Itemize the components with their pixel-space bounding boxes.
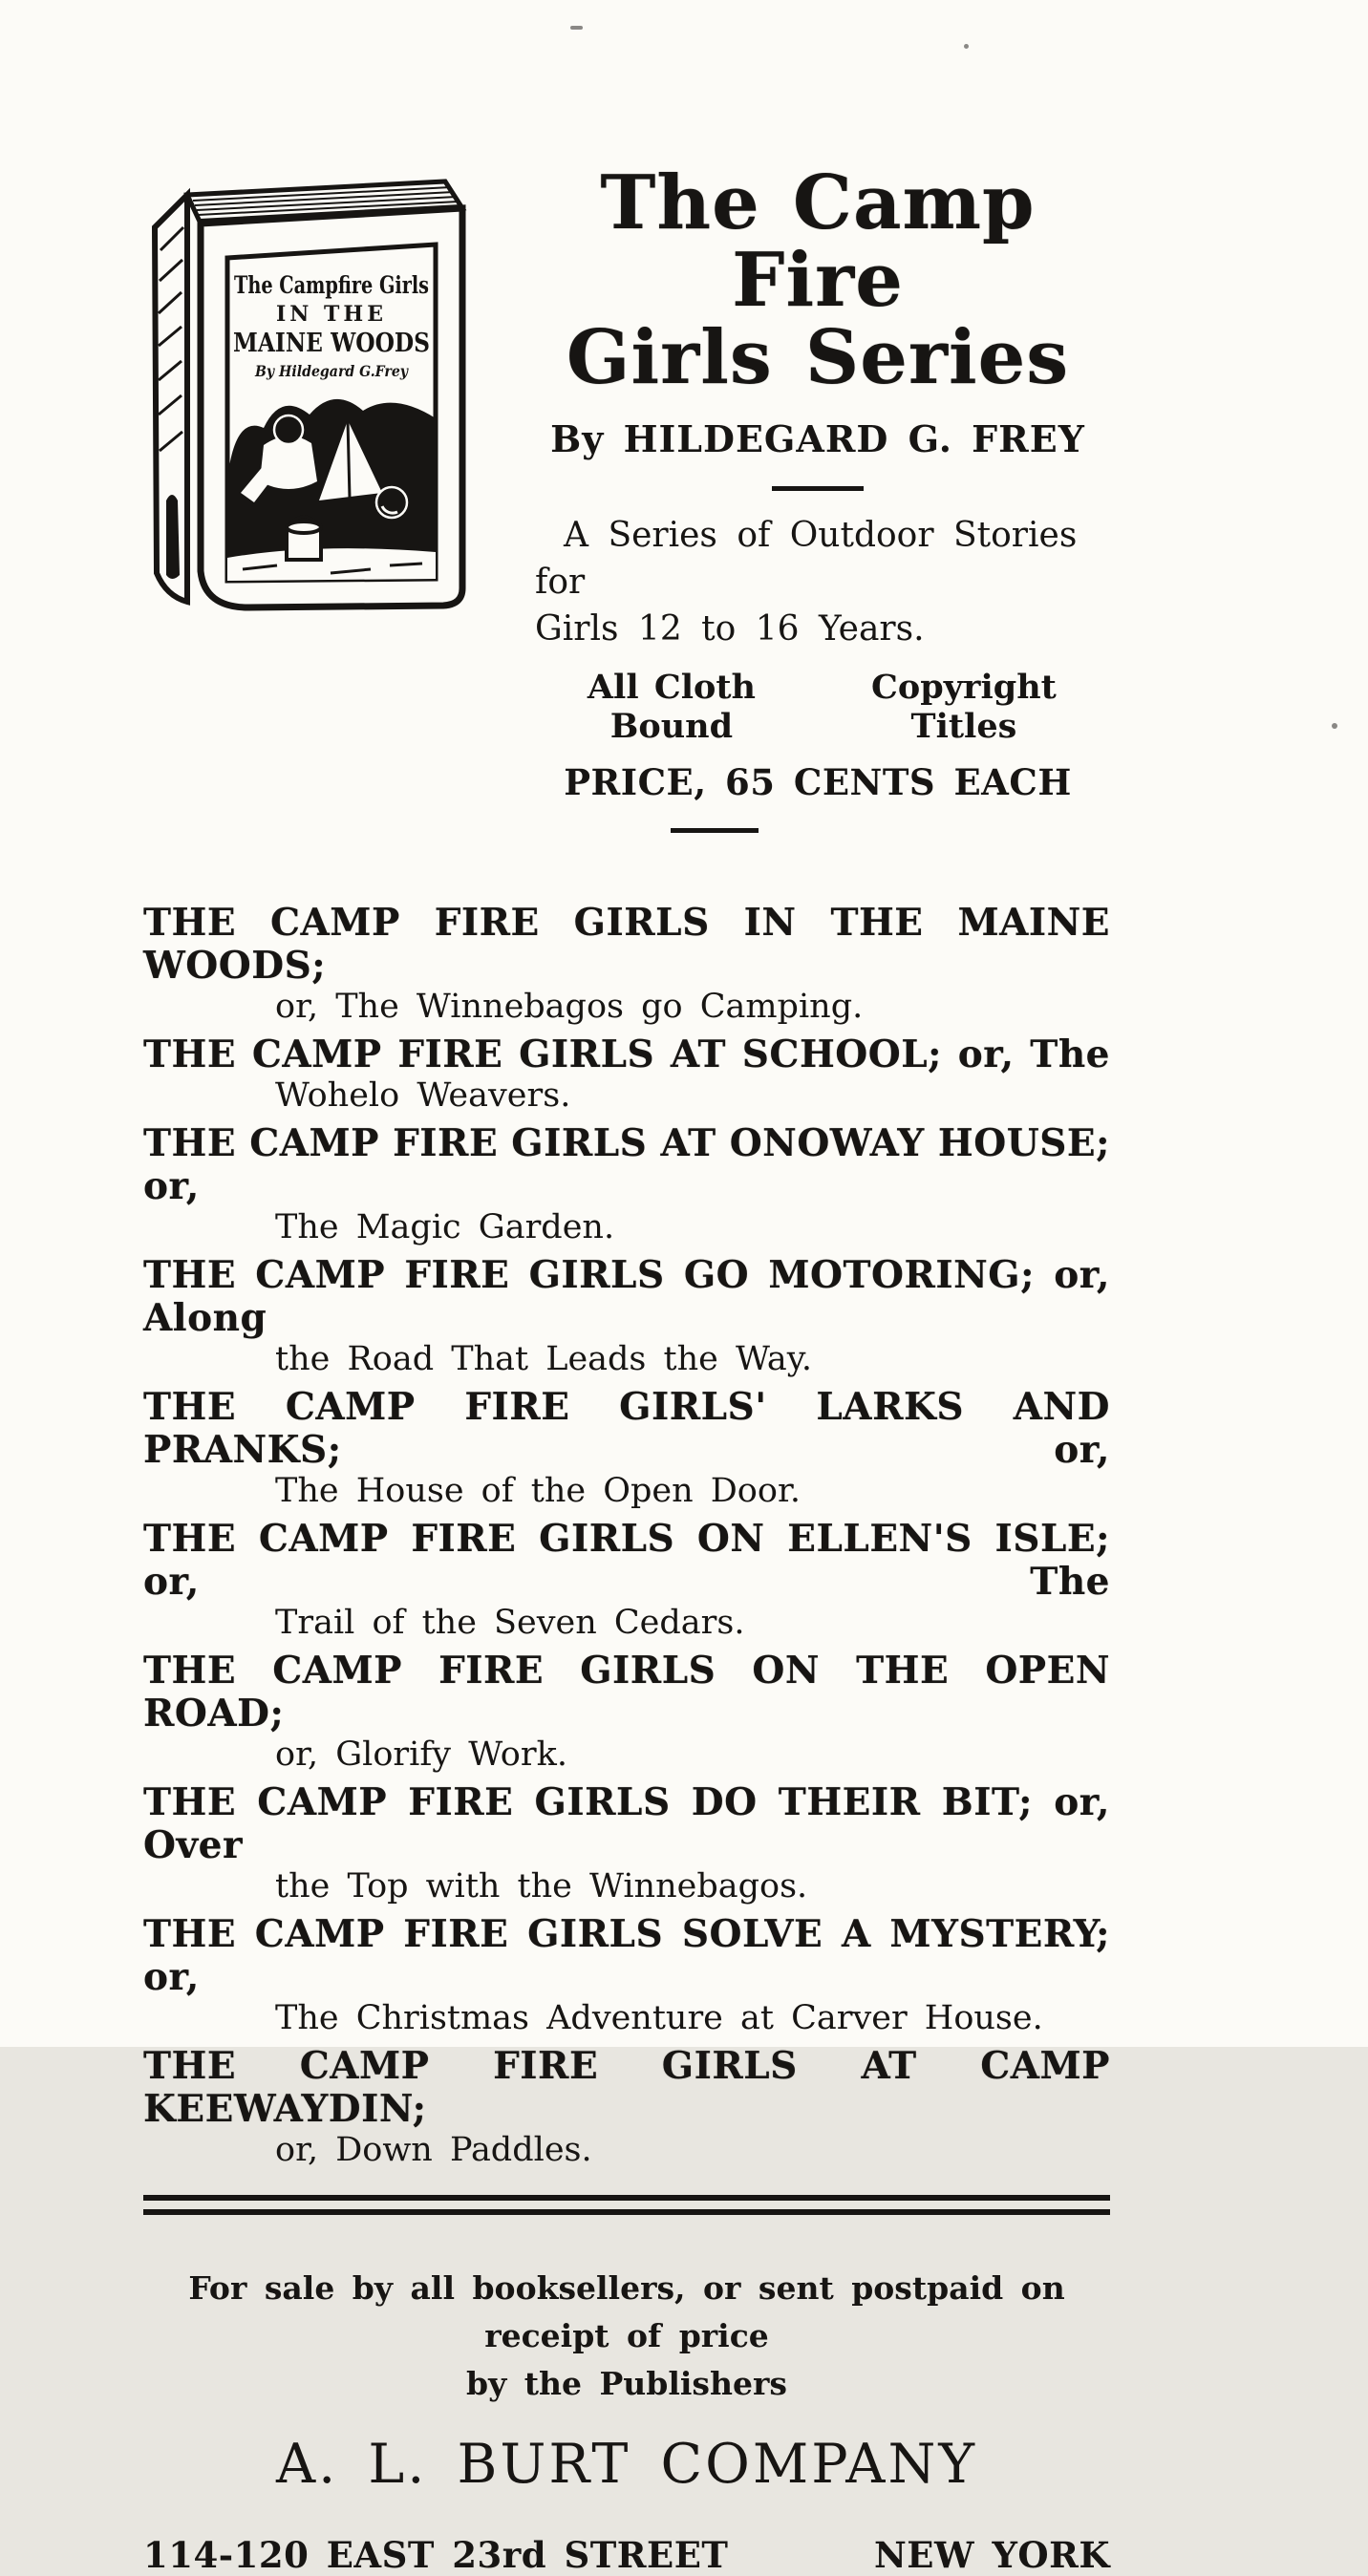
header <box>143 0 1110 803</box>
book-subtitle: the Road That Leads the Way. <box>275 1340 813 1378</box>
sale-note-line2: by the Publishers <box>466 2365 787 2402</box>
book-cover-illustration <box>143 164 476 615</box>
cover-title-line3: MAINE WOODS <box>233 329 430 358</box>
girl-head <box>274 415 303 444</box>
book-subtitle: or, Glorify Work. <box>275 1735 567 1774</box>
series-title-line1: The Camp Fire <box>600 160 1036 324</box>
book-title: THE CAMP FIRE GIRLS ON THE OPEN ROAD; <box>143 1649 1110 1735</box>
book-title: THE CAMP FIRE GIRLS DO THEIR BIT; or, Over <box>143 1780 1110 1867</box>
book-subtitle: the Top with the Winnebagos. <box>275 1867 808 1905</box>
double-rule <box>143 2195 1110 2215</box>
book-list-entry <box>143 902 1110 1027</box>
spine-figure <box>166 495 180 579</box>
series-header <box>525 160 1110 803</box>
cover-title-line2: IN THE <box>276 302 387 327</box>
book-subtitle: or, Down Paddles. <box>275 2131 592 2169</box>
publisher-address-row <box>143 2534 1110 2576</box>
book-title: THE CAMP FIRE GIRLS ON ELLEN'S ISLE; or, The <box>143 1517 1110 1604</box>
book-list-entry <box>143 2045 1110 2170</box>
sale-note <box>143 2265 1110 2408</box>
series-title-line2: Girls Series <box>566 314 1070 401</box>
sale-note-line1: For sale by all booksellers, or sent postpaid on receipt of price <box>188 2269 1065 2354</box>
series-description-line1: A Series of Outdoor Stories for <box>535 516 1078 602</box>
book-subtitle: The Magic Garden. <box>275 1208 615 1246</box>
book-title: THE CAMP FIRE GIRLS SOLVE A MYSTERY; or, <box>143 1912 1110 1999</box>
divider-rule <box>772 486 864 491</box>
book-list-entry <box>143 1650 1110 1775</box>
binding-copyright-row <box>525 668 1110 746</box>
price-line: PRICE, 65 CENTS EACH <box>564 761 1072 803</box>
section-divider-rule <box>671 828 759 833</box>
scan-speck <box>1332 723 1337 729</box>
book-title: THE CAMP FIRE GIRLS AT SCHOOL; or, The <box>143 1033 1110 1076</box>
series-description <box>535 512 1110 652</box>
book-title: THE CAMP FIRE GIRLS' LARKS AND PRANKS; or, <box>143 1385 1110 1472</box>
book-list-entry <box>143 1386 1110 1511</box>
cover-scene <box>227 399 436 585</box>
cover-byline: By Hildegard G.Frey <box>254 362 410 380</box>
book-list-entry <box>143 1254 1110 1379</box>
cover-title-line1: The Campfire Girls <box>234 271 429 299</box>
book-subtitle: or, The Winnebagos go Camping. <box>275 988 864 1026</box>
book-list-entry <box>143 1518 1110 1643</box>
publisher-name: A. L. BURT COMPANY <box>276 2433 977 2496</box>
book-list-entry <box>143 1781 1110 1906</box>
book-list-entry <box>143 1913 1110 2038</box>
series-byline: By HILDEGARD G. FREY <box>550 417 1085 460</box>
series-description-line2: Girls 12 to 16 Years. <box>535 609 925 649</box>
book-title: THE CAMP FIRE GIRLS GO MOTORING; or, Along <box>143 1253 1110 1340</box>
book-subtitle: The Christmas Adventure at Carver House. <box>275 1999 1043 2037</box>
book-subtitle: Trail of the Seven Cedars. <box>275 1604 745 1642</box>
book-subtitle: Wohelo Weavers. <box>275 1076 571 1115</box>
book-title: THE CAMP FIRE GIRLS AT CAMP KEEWAYDIN; <box>143 2044 1110 2131</box>
book-title: THE CAMP FIRE GIRLS IN THE MAINE WOODS; <box>143 901 1110 988</box>
copyright-note: Copyright Titles <box>871 668 1057 746</box>
book-list-entry <box>143 1033 1110 1116</box>
book-list-entry <box>143 1122 1110 1247</box>
book-list <box>143 902 1110 2170</box>
binding-note: All Cloth Bound <box>587 668 756 746</box>
publisher-street: 114-120 EAST 23rd STREET <box>143 2534 729 2576</box>
book-title: THE CAMP FIRE GIRLS AT ONOWAY HOUSE; or, <box>143 1121 1110 1208</box>
book-subtitle: The House of the Open Door. <box>275 1472 801 1510</box>
publisher-city: NEW YORK <box>873 2534 1110 2576</box>
